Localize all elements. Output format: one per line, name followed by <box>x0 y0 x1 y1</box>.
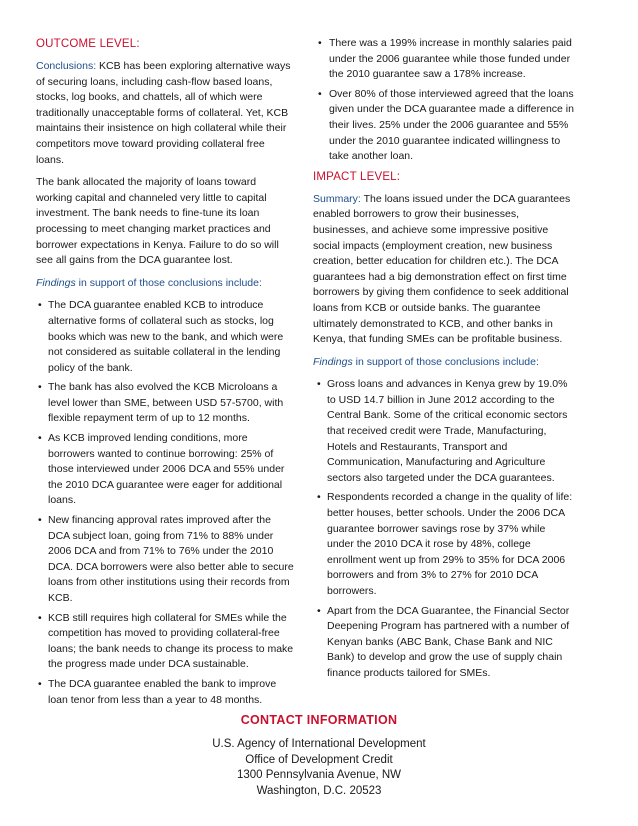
outcome-findings-intro <box>36 276 294 292</box>
outcome-paragraph-2: The bank allocated the majority of loans toward working capital and channeled very little to capital investment. The bank needs to fine-tune its loan processing to meet changing market practices and borrower expectations in Kenya. Failure to do so will see all gains from the DCA guarantee lost. <box>36 176 279 267</box>
contact-information <box>0 713 638 799</box>
conclusions-text: KCB has been exploring alternative ways of securing loans, including cash-flow based loans, stocks, log books, and chattels, all of which were traditionally unacceptable forms of collateral. Yet, KCB maintains their insistence on high collateral while their competitors move toward providing collateral free loans. <box>36 60 291 166</box>
list-item: • The DCA guarantee enabled KCB to introduce alternative forms of collateral such as stocks, log books which was new to the bank, and which were not considered as suitable collateral in the lending policy of the bank. <box>36 298 294 376</box>
list-item: • New financing approval rates improved after the DCA subject loan, going from 71% to 88% under 2006 DCA and from 71% to 76% under the 2010 DCA. DCA borrowers were also better able to secure loans from other institutions using their records from KCB. <box>36 513 294 607</box>
contact-line-city: Washington, D.C. 20523 <box>256 784 382 797</box>
list-item: • The DCA guarantee enabled the bank to improve loan tenor from less than a year to 48 months. <box>36 677 294 708</box>
findings-rest: in support of those conclusions include: <box>352 355 539 368</box>
list-item: • Over 80% of those interviewed agreed that the loans given under the DCA guarantee made a difference in their lives. 25% under the 2006 guarantee and 55% under the 2010 guarantee indicated willingness to take another loan. <box>313 87 575 165</box>
outcome-findings-list <box>36 298 294 708</box>
impact-findings-list <box>313 377 575 681</box>
findings-lead: Findings <box>36 276 76 289</box>
list-item: • Respondents recorded a change in the quality of life: better houses, better schools. Under the 2006 DCA guarantee borrower savings rose by 37% while under the 2010 DCA it rose by 48%, college enrollment went up from 29% to 35% for DCA 2006 borrowers and from 3% to 27% for 2010 DCA borrowers. <box>313 490 575 599</box>
contact-line-organization: U.S. Agency of International Development <box>212 738 426 750</box>
list-item: • Gross loans and advances in Kenya grew by 19.0% to USD 14.7 billion in June 2012 according to the Central Bank. Some of the critical economic sectors that received credit were Trade, Manufacturing, Hotels and Restaurants, Transport and Communication, Manufacturing and Agriculture sectors also targeted under the DCA guarantees. <box>313 377 575 486</box>
outcome-conclusions <box>36 59 294 168</box>
impact-findings-intro <box>313 355 575 371</box>
impact-heading: IMPACT LEVEL: <box>313 170 401 183</box>
left-column <box>36 36 294 712</box>
contact-title: CONTACT INFORMATION <box>240 713 398 727</box>
list-item: • Apart from the DCA Guarantee, the Financial Sector Deepening Program has partnered with a number of Kenyan banks (ABC Bank, Chase Bank and NIC Bank) to develop and grow the use of supply chain finance products tailored for SMEs. <box>313 604 575 682</box>
contact-line-office: Office of Development Credit <box>245 753 393 766</box>
findings-rest: in support of those conclusions include: <box>75 276 262 289</box>
summary-text: The loans issued under the DCA guarantees enabled borrowers to grow their businesses, businesses, and achieve some impressive positive social impacts (employment creation, new business creation, better education for children etc.). The DCA guarantees had a big demonstration effect on first time borrowers by giving them confidence to seek additional loans from KCB or outside banks. The guarantee ultimately demonstrated to KCB, and other banks in Kenya, that funding SMEs can be profitable business. <box>313 192 571 346</box>
findings-lead: Findings <box>313 355 353 368</box>
outcome-heading: OUTCOME LEVEL: <box>36 38 140 50</box>
list-item: • As KCB improved lending conditions, more borrowers wanted to continue borrowing: 25% of those interviewed under 2006 DCA and 55% under the 2010 DCA guarantee were eager for additional loans. <box>36 431 294 509</box>
conclusions-lead: Conclusions: <box>36 60 97 72</box>
summary-lead: Summary: <box>313 192 361 205</box>
list-item: • KCB still requires high collateral for SMEs while the competition has moved to providing collateral-free loans; the bank needs to change its process to make the progress made under DCA sustainable. <box>36 611 294 673</box>
impact-summary <box>313 192 575 348</box>
outcome-findings-list-continued <box>313 36 575 165</box>
right-column <box>313 36 575 686</box>
list-item: • There was a 199% increase in monthly salaries paid under the 2006 guarantee while those funded under the 2010 guarantee saw a 178% increase. <box>313 36 575 83</box>
contact-line-street: 1300 Pennsylvania Avenue, NW <box>236 769 402 781</box>
list-item: • The bank has also evolved the KCB Microloans a level lower than SME, between USD 57-5700, with flexible repayment term of up to 12 months. <box>36 380 294 427</box>
